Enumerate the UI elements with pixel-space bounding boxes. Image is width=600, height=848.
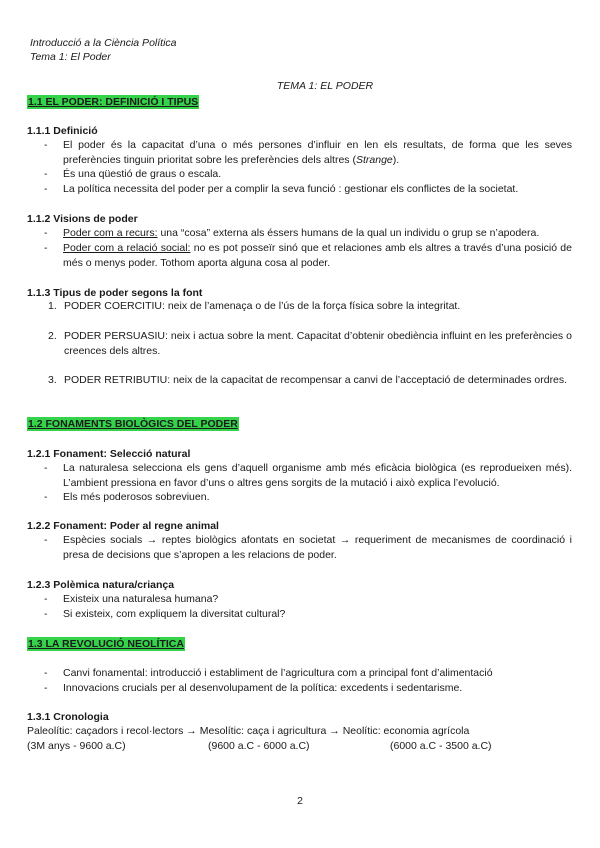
section-heading-1-2: 1.2 FONAMENTS BIOLÒGICS DEL PODER: [28, 418, 238, 430]
list-item: [44, 241, 572, 271]
list-item: [44, 533, 572, 563]
list-item: [44, 182, 572, 197]
bullet-dash: -: [44, 183, 48, 195]
bullet-text: Si existeix, com expliquem la diversitat cultural?: [63, 608, 286, 620]
bullet-text: Existeix una naturalesa humana?: [63, 593, 219, 605]
list-text: PODER RETRIBUTIU: neix de la capacitat de recompensar a canvi de l’acceptació de determinades ordres.: [64, 374, 568, 386]
list-item: [48, 299, 572, 314]
list-item: [44, 138, 572, 168]
subsection-heading-1-2-3: 1.2.3 Polèmica natura/criança: [27, 579, 175, 591]
bullet-text: Canvi fonamental: introducció i establiment de l’agricultura com a principal font d’alimentació: [63, 667, 493, 679]
list-item: [44, 592, 572, 607]
bullet-dash: -: [44, 168, 48, 180]
list-item: [48, 373, 572, 388]
topic-header: Tema 1: El Poder: [30, 51, 111, 63]
subsection-heading-1-1-2: 1.1.2 Visions de poder: [27, 213, 138, 225]
bullet-dash: -: [44, 491, 48, 503]
bullet-dash: -: [44, 608, 48, 620]
bullet-dash: -: [44, 534, 48, 546]
list-number: 2.: [48, 330, 57, 342]
bullet-text: Poder com a relació social: no es pot posseïr sinó que et relaciones amb els altres a través d’una posició de més o menys poder. Tothom aporta alguna cosa al poder.: [63, 242, 572, 269]
list-text: PODER PERSUASIU: neix i actua sobre la ment. Capacitat d’obtenir obediència influint en les preferències o creences dels altres.: [64, 330, 572, 357]
chronology-date-mesolithic: (9600 a.C - 6000 a.C): [208, 740, 310, 752]
bullet-text: El poder és la capacitat d’una o més persones d’influir en len els resultats, de forma que les seves preferències tinguin prioritat sobre les preferències dels altres (Strange).: [63, 139, 572, 166]
list-item: [44, 490, 572, 505]
course-header: Introducció a la Ciència Política: [30, 37, 177, 49]
chronology-date-neolithic: (6000 a.C - 3500 a.C): [390, 740, 492, 752]
list-text: PODER COERCITIU: neix de l’amenaça o de l’ús de la força física sobre la integritat.: [64, 300, 461, 312]
section-heading-1-3: 1.3 LA REVOLUCIÓ NEOLÍTICA: [28, 638, 184, 650]
page-number: 2: [297, 795, 303, 807]
list-item: [48, 329, 572, 359]
bullet-dash: -: [44, 593, 48, 605]
bullet-text: Els més poderosos sobreviuen.: [63, 491, 210, 503]
subsection-heading-1-3-1: 1.3.1 Cronologia: [27, 711, 109, 723]
subsection-heading-1-1-1: 1.1.1 Definició: [27, 125, 98, 137]
bullet-text: Espècies socials → reptes biològics afontats en societat → requeriment de mecanismes de coordinació i presa de decisions que s’apropen a les relacions de poder.: [63, 534, 572, 561]
bullet-text: La política necessita del poder per a complir la seva funció : gestionar els conflictes de la societat.: [63, 183, 519, 195]
bullet-dash: -: [44, 242, 48, 254]
list-item: [44, 681, 572, 696]
bullet-text: La naturalesa selecciona els gens d’aquell organisme amb més eficàcia biològica (es reprodueixen més). L’ambient pressiona en favor d’uns o altres gens sorgits de la mutació i això explica l’evolució.: [63, 462, 572, 489]
chronology-date-paleolithic: (3M anys - 9600 a.C): [27, 740, 126, 752]
list-item: [44, 461, 572, 491]
bullet-dash: -: [44, 682, 48, 694]
list-item: [44, 607, 572, 622]
bullet-text: És una qüestió de graus o escala.: [63, 168, 222, 180]
chronology-line: Paleolític: caçadors i recol·lectors → Mesolític: caça i agricultura → Neolític: economia agrícola: [27, 725, 470, 737]
list-number: 3.: [48, 374, 57, 386]
bullet-text: Poder com a recurs: una “cosa” externa als éssers humans de la qual un individu o grup se n’apodera.: [63, 227, 540, 239]
list-item: [44, 666, 572, 681]
bullet-dash: -: [44, 667, 48, 679]
subsection-heading-1-2-2: 1.2.2 Fonament: Poder al regne animal: [27, 520, 219, 532]
bullet-dash: -: [44, 462, 48, 474]
bullet-dash: -: [44, 139, 48, 151]
list-item: [44, 167, 572, 182]
list-number: 1.: [48, 300, 57, 312]
bullet-dash: -: [44, 227, 48, 239]
subsection-heading-1-1-3: 1.1.3 Tipus de poder segons la font: [27, 287, 203, 299]
list-item: [44, 226, 572, 241]
section-heading-1-1: 1.1 EL PODER: DEFINICIÓ I TIPUS: [28, 96, 199, 108]
bullet-text: Innovacions crucials per al desenvolupament de la política: excedents i sedentarisme.: [63, 682, 463, 694]
page-title: TEMA 1: EL PODER: [276, 80, 374, 92]
subsection-heading-1-2-1: 1.2.1 Fonament: Selecció natural: [27, 448, 191, 460]
